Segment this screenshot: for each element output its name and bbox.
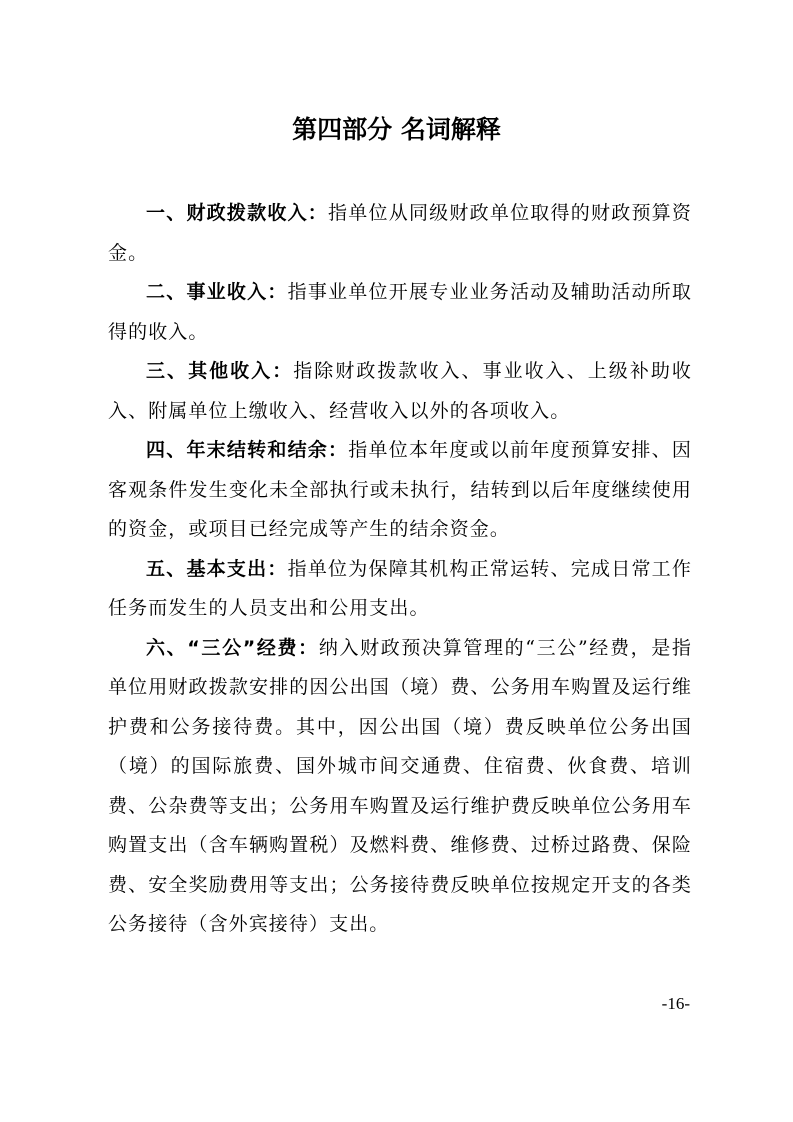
definition-paragraph xyxy=(108,273,692,352)
definition-term: 五、基本支出： xyxy=(146,557,288,580)
definition-term: 二、事业收入： xyxy=(146,281,288,303)
definitions-body xyxy=(108,194,692,945)
definition-paragraph xyxy=(108,352,692,431)
page-title: 第四部分 名词解释 xyxy=(292,115,501,144)
definition-text: 指单位为保障其机构正常运转、完成日常工作任务而发生的人员支出和公用支出。 xyxy=(108,557,692,619)
definition-text: 指除财政拨款收入、事业收入、上级补助收入、附属单位上缴收入、经营收入以外的各项收入。 xyxy=(108,360,692,422)
page-number: -16- xyxy=(661,994,690,1013)
definition-paragraph xyxy=(108,431,692,550)
definition-paragraph xyxy=(108,629,692,945)
definition-term: 三、其他收入： xyxy=(146,360,294,382)
definition-term: 四、年末结转和结余： xyxy=(146,439,349,461)
definition-paragraph xyxy=(108,550,692,629)
definition-term: 一、财政拨款收入： xyxy=(146,202,329,224)
definition-text: 指单位本年度或以前年度预算安排、因客观条件发生变化未全部执行或未执行，结转到以后年度继续使用的资金，或项目已经完成等产生的结余资金。 xyxy=(108,439,692,540)
definition-paragraph xyxy=(108,194,692,273)
definition-text: 指单位从同级财政单位取得的财政预算资金。 xyxy=(108,202,692,264)
definition-text: 纳入财政预决算管理的“三公”经费，是指单位用财政拨款安排的因公出国（境）费、公务用车购置及运行维护费和公务接待费。其中，因公出国（境）费反映单位公务出国（境）的国际旅费、国外城市间交通费、住宿费、伙食费、培训费、公杂费等支出；公务用车购置及运行维护费反映单位公务用车购置支出（含车辆购置税）及燃料费、维修费、过桥过路费、保险费、安全奖励费用等支出；公务接待费反映单位按规定开支的各类公务接待（含外宾接待）支出。 xyxy=(108,636,693,935)
definition-term: 六、“三公”经费： xyxy=(146,636,319,659)
definition-text: 指事业单位开展专业业务活动及辅助活动所取得的收入。 xyxy=(108,281,692,343)
